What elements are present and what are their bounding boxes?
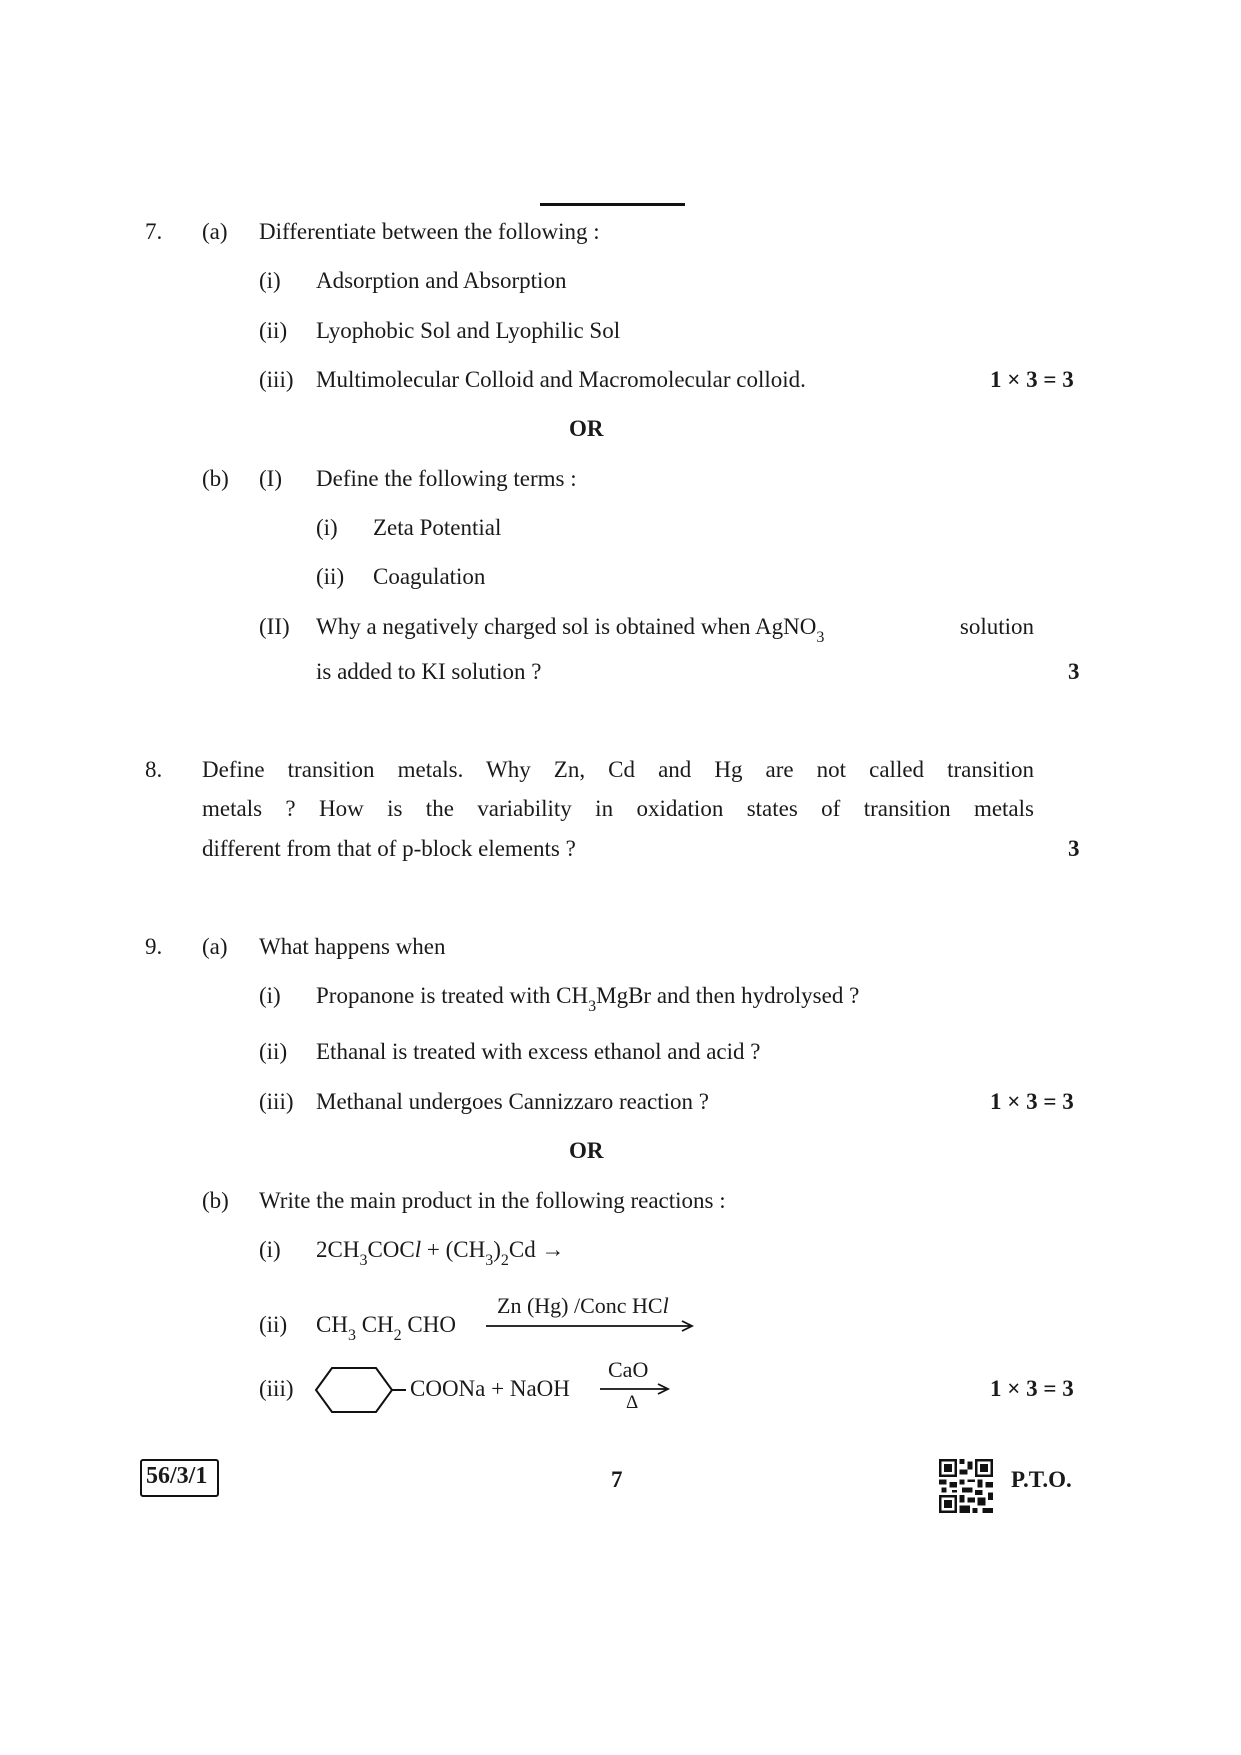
q9-a-iii-text: Methanal undergoes Cannizzaro reaction ?	[316, 1089, 709, 1114]
q7-b-II-pre: Why a negatively charged sol is obtained when AgNO	[316, 614, 817, 639]
q9-a-i-sub: 3	[588, 997, 597, 1015]
q9-a-marks: 1 × 3 = 3	[990, 1089, 1074, 1114]
eq-sub: 2	[500, 1251, 509, 1269]
q9-b-ii-reactant	[316, 1311, 456, 1344]
q8-line2: metals ? How is the variability in oxidation states of transition metals	[202, 796, 1034, 821]
q7-number: 7.	[145, 219, 163, 244]
q9-b-ii-label: (ii)	[259, 1312, 288, 1337]
eq-sub: 3	[485, 1251, 494, 1269]
q8-number: 8.	[145, 757, 163, 782]
q7-b-II-line2: is added to KI solution ?	[316, 659, 542, 684]
q9-b-iii-reagent-top: CaO	[608, 1357, 649, 1382]
q9-a-i-label: (i)	[259, 983, 281, 1008]
eq-part: CH	[355, 1312, 394, 1337]
q7-b-I-i-text: Zeta Potential	[373, 515, 502, 540]
q7-a-label: (a)	[202, 219, 228, 244]
eq-italic: l	[414, 1237, 422, 1262]
eq-sub: 2	[393, 1326, 402, 1344]
q9-or: OR	[569, 1138, 604, 1163]
eq-sub: 3	[347, 1326, 356, 1344]
q7-a-text: Differentiate between the following :	[259, 219, 600, 244]
q9-a-iii-label: (iii)	[259, 1089, 294, 1114]
q9-a-i-text	[316, 982, 860, 1015]
q7-b-II-line1	[316, 613, 1034, 646]
q7-b-label: (b)	[202, 466, 229, 491]
q9-b-ii-reagent	[497, 1293, 669, 1319]
q7-a-marks: 1 × 3 = 3	[990, 367, 1074, 392]
pto-label: P.T.O.	[1011, 1467, 1072, 1492]
q7-b-II-label: (II)	[259, 614, 290, 639]
reagent-italic: l	[662, 1293, 669, 1318]
qr-code-icon	[939, 1459, 993, 1513]
eq-part: CHO	[401, 1312, 456, 1337]
q8-marks: 3	[1068, 836, 1080, 861]
q9-b-text: Write the main product in the following reactions :	[259, 1188, 726, 1213]
q7-a-ii-text: Lyophobic Sol and Lyophilic Sol	[316, 318, 621, 343]
q9-a-i-pre: Propanone is treated with CH	[316, 983, 589, 1008]
q9-a-ii-text: Ethanal is treated with excess ethanol and acid ?	[316, 1039, 761, 1064]
q9-b-iii-text: COONa + NaOH	[410, 1376, 570, 1401]
q9-b-i-equation	[316, 1236, 565, 1269]
q7-a-i-text: Adsorption and Absorption	[316, 268, 567, 293]
q9-b-iii-reagent-bottom: Δ	[626, 1392, 639, 1413]
q9-a-ii-label: (ii)	[259, 1039, 288, 1064]
q9-b-i-label: (i)	[259, 1237, 281, 1262]
q9-a-label: (a)	[202, 934, 228, 959]
q7-b-I-ii-label: (ii)	[316, 564, 345, 589]
q9-b-marks: 1 × 3 = 3	[990, 1376, 1074, 1401]
eq-part: COC	[367, 1237, 415, 1262]
q7-b-marks: 3	[1068, 659, 1080, 684]
q9-number: 9.	[145, 934, 163, 959]
eq-sub: 3	[359, 1251, 368, 1269]
q7-a-iii-label: (iii)	[259, 367, 294, 392]
eq-part: 2CH	[316, 1237, 360, 1262]
q7-a-ii-label: (ii)	[259, 318, 288, 343]
q9-b-label: (b)	[202, 1188, 229, 1213]
eq-part: + (CH	[421, 1237, 486, 1262]
eq-part: Cd →	[508, 1237, 565, 1262]
top-rule	[540, 203, 685, 206]
q7-or: OR	[569, 416, 604, 441]
eq-part: )	[493, 1237, 501, 1262]
paper-code: 56/3/1	[146, 1463, 208, 1489]
q9-b-ii-arrow	[486, 1319, 696, 1333]
q9-a-i-post: MgBr and then hydrolysed ?	[596, 983, 860, 1008]
page-number: 7	[611, 1467, 623, 1492]
q9-a-text: What happens when	[259, 934, 446, 959]
q8-line3: different from that of p-block elements ?	[202, 836, 576, 861]
q7-b-II-post: solution	[959, 614, 1034, 639]
q7-a-iii-text: Multimolecular Colloid and Macromolecular colloid.	[316, 367, 806, 392]
q7-a-i-label: (i)	[259, 268, 281, 293]
q9-b-iii-label: (iii)	[259, 1376, 294, 1401]
eq-part: CH	[316, 1312, 348, 1337]
q8-line1: Define transition metals. Why Zn, Cd and Hg are not called transition	[202, 757, 1034, 782]
reagent-text: Zn (Hg) /Conc HC	[497, 1293, 663, 1318]
benzene-ring-icon	[314, 1365, 406, 1415]
q7-b-I-text: Define the following terms :	[316, 466, 577, 491]
q7-b-I-label: (I)	[259, 466, 282, 491]
q7-b-I-ii-text: Coagulation	[373, 564, 486, 589]
q7-b-II-sub: 3	[816, 628, 825, 646]
q7-b-I-i-label: (i)	[316, 515, 338, 540]
